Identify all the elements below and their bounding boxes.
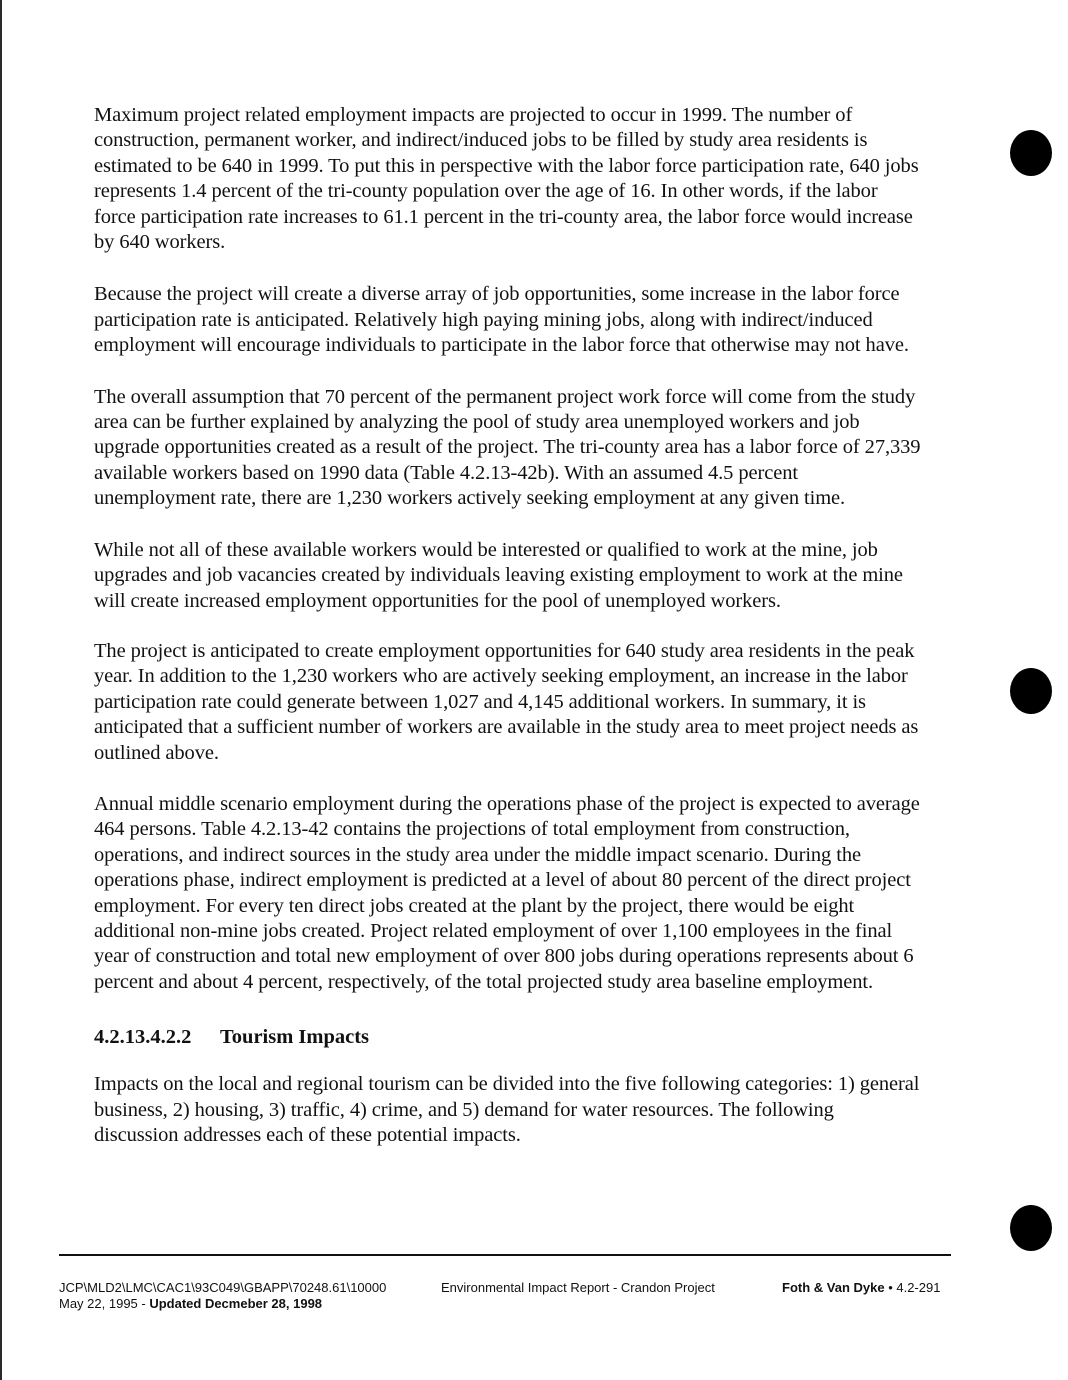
paragraph-job-upgrades: While not all of these available workers would be interested or qualified to work at the mine, job upgrades and job vacancies created by individuals leaving existing employment to work at the mine will create increased employment opportunities for the pool of unemployed workers. xyxy=(94,538,903,612)
revision-bullet-icon xyxy=(1010,130,1052,176)
paragraph-tourism-intro: Impacts on the local and regional tourism can be divided into the five following categories: 1) general business, 2) housing, 3) traffic, 4) crime, and 5) demand for water resources. The following discussion addresses each of these potential impacts. xyxy=(94,1073,920,1146)
footer-page-number: 4.2-291 xyxy=(896,1280,941,1295)
page-left-edge-rule xyxy=(0,0,2,1380)
paragraph-workforce-assumption: The overall assumption that 70 percent of the permanent project work force will come from the study area can be further explained by analyzing the pool of study area unemployed workers and job upgrade opportunities created as a result of the project. The tri-county area has a labor force of 27,339 available workers based on 1990 data (Table 4.2.13-42b). With an assumed 4.5 percent unemployment rate, there are 1,230 workers actively seeking employment at any given time. xyxy=(94,385,921,510)
paragraph-operations-employment: Annual middle scenario employment during the operations phase of the project is expected to average 464 persons. Table 4.2.13-42 contains the projections of total employment from construction, operations, and indirect sources in the study area under the middle impact scenario. During the operations phase, indirect employment is predicted at a level of about 80 percent of the direct project employment. For every ten direct jobs created at the plant by the project, there would be eight additional non-mine jobs created. Project related employment of over 1,100 employees in the final year of construction and total new employment of over 800 jobs during operations represents about 6 percent and about 4 percent, respectively, of the total projected study area baseline employment. xyxy=(94,792,920,993)
section-heading xyxy=(94,1025,922,1050)
footer-company: Foth & Van Dyke xyxy=(782,1280,885,1295)
revision-bullet-icon xyxy=(1010,1205,1052,1251)
paragraph-participation-rate: Because the project will create a diverse array of job opportunities, some increase in the labor force participation rate is anticipated. Relatively high paying mining jobs, along with indirect/induced employment will encourage individuals to participate in the labor force that otherwise may not have. xyxy=(94,283,909,357)
paragraph-opportunities-summary: The project is anticipated to create employment opportunities for 640 study area residents in the peak year. In addition to the 1,230 workers who are actively seeking employment, an increase in the labor participation rate could generate between 1,027 and 4,145 additional workers. In summary, it is anticipated that a sufficient number of workers are available in the study area to meet project needs as outlined above. xyxy=(94,639,919,764)
footer-report-title: Environmental Impact Report - Crandon Project xyxy=(441,1280,715,1295)
footer-file-path: JCP\MLD2\LMC\CAC1\93C049\GBAPP\70248.61\10000 xyxy=(59,1280,387,1295)
revision-bullet-icon xyxy=(1010,668,1052,714)
section-number: 4.2.13.4.2.2 xyxy=(94,1026,192,1049)
paragraph-peak-employment: Maximum project related employment impacts are projected to occur in 1999. The number of construction, permanent worker, and indirect/induced jobs to be filled by study area residents is estimated to be 640 in 1999. To put this in perspective with the labor force participation rate, 640 jobs represents 1.4 percent of the tri-county population over the age of 16. In other words, if the labor force participation rate increases to 61.1 percent in the tri-county area, the labor force would increase by 640 workers. xyxy=(94,104,919,254)
footer-date-line xyxy=(59,1296,386,1312)
footer-divider xyxy=(59,1254,951,1256)
footer-page-info xyxy=(782,1280,940,1296)
footer-date-updated: Updated Decmeber 28, 1998 xyxy=(149,1296,323,1311)
footer-date-original: May 22, 1995 - xyxy=(59,1296,150,1311)
footer-file-info xyxy=(59,1280,386,1312)
section-title: Tourism Impacts xyxy=(220,1026,370,1049)
footer-separator: • xyxy=(884,1280,897,1295)
document-body xyxy=(94,103,922,1148)
